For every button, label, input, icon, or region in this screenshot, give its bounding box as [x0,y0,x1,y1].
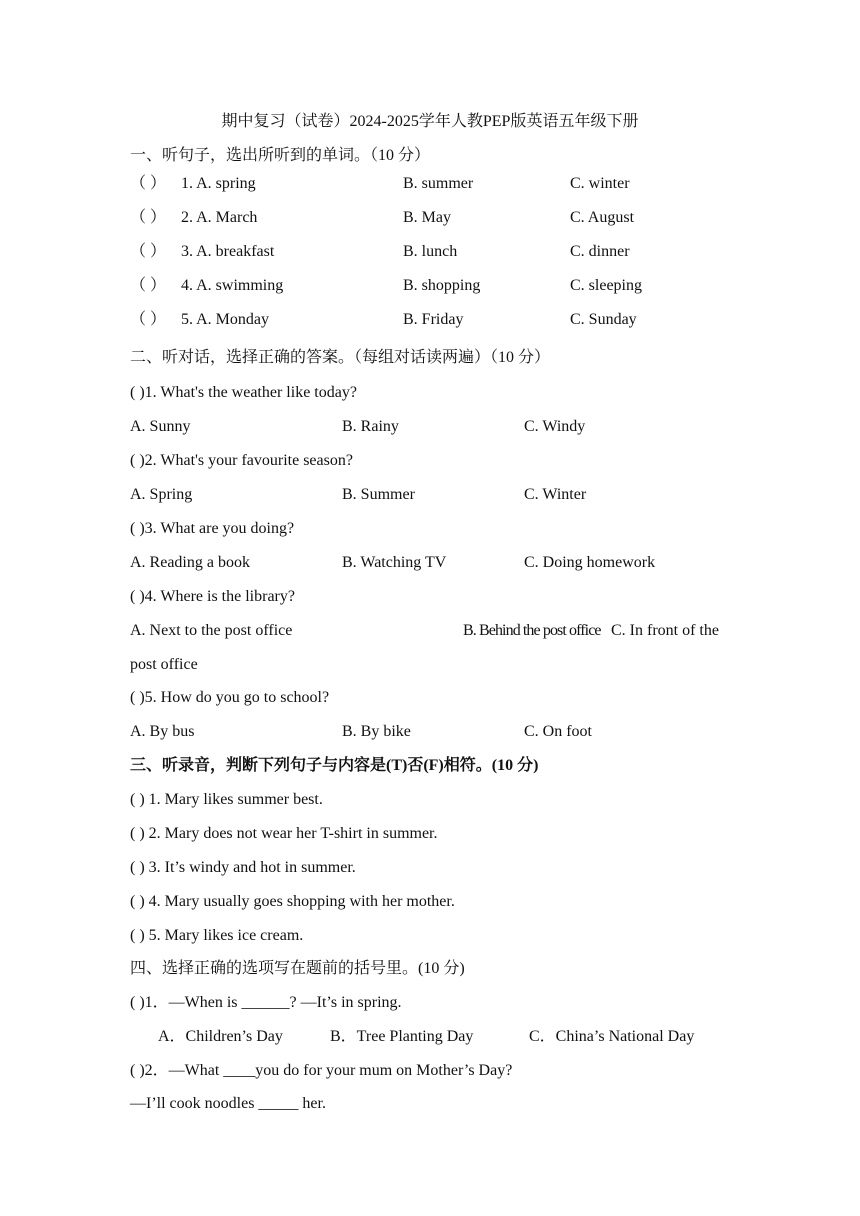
section-2-heading: 二、听对话，选择正确的答案。（每组对话读两遍）（10 分） [130,349,551,366]
option-a: 5. A. Monday [181,311,269,328]
option-a: 1. A. spring [181,175,256,192]
list-item: ( ) 4. Mary usually goes shopping with her mother. [130,893,455,910]
option-b: B．Tree Planting Day [330,1028,474,1045]
section-4-heading: 四、选择正确的选项写在题前的括号里。(10 分) [130,960,465,977]
option-b: B. Watching TV [342,554,447,571]
option-a: A. Reading a book [130,554,250,571]
option-c: C. winter [570,175,630,192]
option-a: A. Sunny [130,418,191,435]
option-b: B. Behind the post office [463,622,601,639]
option-c: C. dinner [570,243,630,260]
question-2: ( )2．—What ____you do for your mum on Mother’s Day? [130,1062,513,1079]
answer-paren[interactable]: （ ） [130,243,167,260]
option-a: A. Spring [130,486,193,503]
list-item: ( ) 3. It’s windy and hot in summer. [130,859,356,876]
question-2: ( )2. What's your favourite season? [130,452,353,469]
option-c: C．China’s National Day [529,1028,695,1045]
option-c: C. Sunday [570,311,637,328]
option-c-continued: post office [130,656,198,673]
question-4: ( )4. Where is the library? [130,588,295,605]
question-3: ( )3. What are you doing? [130,520,295,537]
answer-paren[interactable]: （ ） [130,311,167,328]
page-title: 期中复习（试卷）2024-2025学年人教PEP版英语五年级下册 [221,113,639,130]
answer-paren[interactable]: （ ） [130,175,167,192]
list-item: ( ) 2. Mary does not wear her T-shirt in summer. [130,825,438,842]
question-5: ( )5. How do you go to school? [130,689,330,706]
option-b: B. Rainy [342,418,399,435]
answer-paren[interactable]: （ ） [130,209,167,226]
option-c: C. sleeping [570,277,642,294]
question-1: ( )1．—When is ______? —It’s in spring. [130,994,402,1011]
option-c: C. Doing homework [524,554,656,571]
option-a: A. Next to the post office [130,622,293,639]
option-c: C. In front of the [611,622,719,639]
option-b: B. Friday [403,311,464,328]
option-a: A. By bus [130,723,195,740]
question-2-line-2: —I’ll cook noodles _____ her. [130,1095,326,1112]
list-item: ( ) 1. Mary likes summer best. [130,791,323,808]
option-c: C. On foot [524,723,592,740]
option-c: C. Windy [524,418,586,435]
section-3-heading: 三、听录音，判断下列句子与内容是(T)否(F)相符。(10 分) [130,757,539,774]
option-c: C. Winter [524,486,587,503]
option-b: B. May [403,209,451,226]
answer-paren[interactable]: （ ） [130,277,167,294]
option-a: 3. A. breakfast [181,243,275,260]
option-b: B. shopping [403,277,481,294]
option-a: A．Children’s Day [158,1028,283,1045]
option-a: 4. A. swimming [181,277,284,294]
option-c: C. August [570,209,635,226]
option-a: 2. A. March [181,209,258,226]
option-b: B. summer [403,175,474,192]
option-b: B. By bike [342,723,411,740]
option-b: B. lunch [403,243,458,260]
option-b: B. Summer [342,486,415,503]
list-item: ( ) 5. Mary likes ice cream. [130,927,304,944]
question-1: ( )1. What's the weather like today? [130,384,357,401]
section-1-heading: 一、听句子，选出所听到的单词。（10 分） [130,147,431,164]
